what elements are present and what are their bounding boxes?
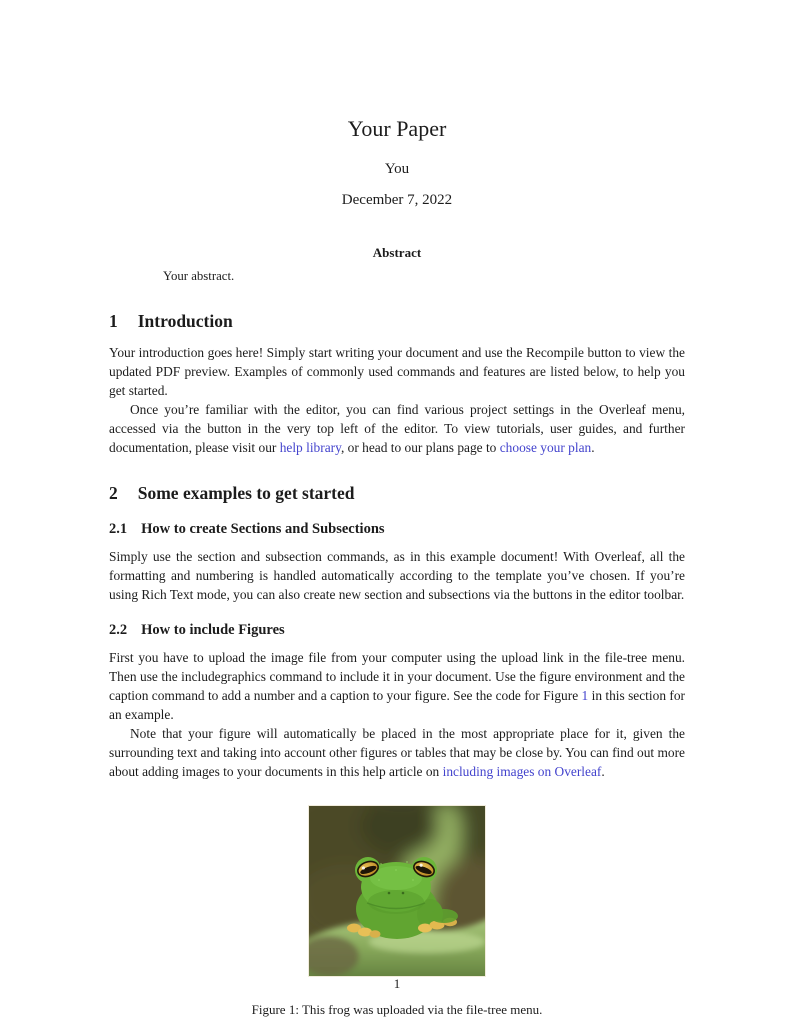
page-number: 1 (393, 976, 401, 991)
subsection-number: 2.1 (109, 520, 128, 537)
section-heading-examples (109, 484, 685, 503)
subsection-title: How to include Figures (141, 621, 285, 638)
paragraph-text: First you have to upload the image file from your computer using the upload link in the file-tree menu. Then use the includegraphics command to include it in your document. Use the figure environment and the caption command to add a number and a caption to your figure. See the code for Figure (109, 649, 685, 703)
paragraph-text: , or head to our plans page to (340, 439, 500, 455)
paper-title: Your Paper (347, 116, 447, 141)
paragraph-text: . (591, 439, 595, 455)
paper-date: December 7, 2022 (341, 192, 453, 209)
including-images-link[interactable]: including images on Overleaf (442, 763, 602, 779)
subsection-heading-figures (109, 623, 685, 639)
section-number: 2 (109, 482, 118, 503)
paragraph (109, 724, 685, 781)
frog-photo (309, 806, 485, 976)
subsection-number: 2.2 (109, 621, 128, 638)
paragraph: Your introduction goes here! Simply start writing your document and use the Recompile button to view the updated PDF preview. Examples of commonly used commands and features are listed below, to help you get started. (109, 344, 685, 398)
paper-author: You (384, 161, 410, 178)
section-heading-introduction (109, 312, 685, 331)
choose-your-plan-link[interactable]: choose your plan (499, 439, 592, 455)
paragraph-text: . (601, 763, 605, 779)
subsection-title: How to create Sections and Subsections (141, 520, 385, 537)
paragraph-text: Once you’re familiar with the editor, you can find various project settings in the Overleaf menu, accessed via the button in the very top left of the editor. To view tutorials, user guides, and further documentation, please visit our (109, 401, 685, 455)
section-title: Introduction (137, 311, 233, 332)
paragraph (109, 400, 685, 457)
paragraph-text: Note that your figure will automatically be placed in the most appropriate place for it, given the surrounding text and taking into account other figures or tables that may be close by. You can find out more about adding images to your documents in this help article on (109, 725, 685, 779)
abstract-text: Your abstract. (163, 269, 235, 284)
abstract-heading: Abstract (372, 245, 422, 261)
document-body (109, 0, 685, 1018)
subsection-heading-sections (109, 522, 685, 538)
help-library-link[interactable]: help library (279, 439, 341, 455)
figure-caption: Figure 1: This frog was uploaded via the file-tree menu. (251, 1001, 543, 1017)
section-title: Some examples to get started (137, 482, 355, 503)
figure-1-ref-link[interactable]: 1 (581, 687, 589, 703)
paragraph-text: in this section for an example. (109, 687, 685, 722)
section-number: 1 (109, 311, 118, 332)
paragraph (109, 648, 685, 724)
paragraph: Simply use the section and subsection commands, as in this example document! With Overleaf, all the formatting and numbering is handled automatically according to the template you’ve chosen. If you’re using Rich Text mode, you can also create new section and subsections via the buttons in the editor toolbar. (109, 548, 685, 602)
